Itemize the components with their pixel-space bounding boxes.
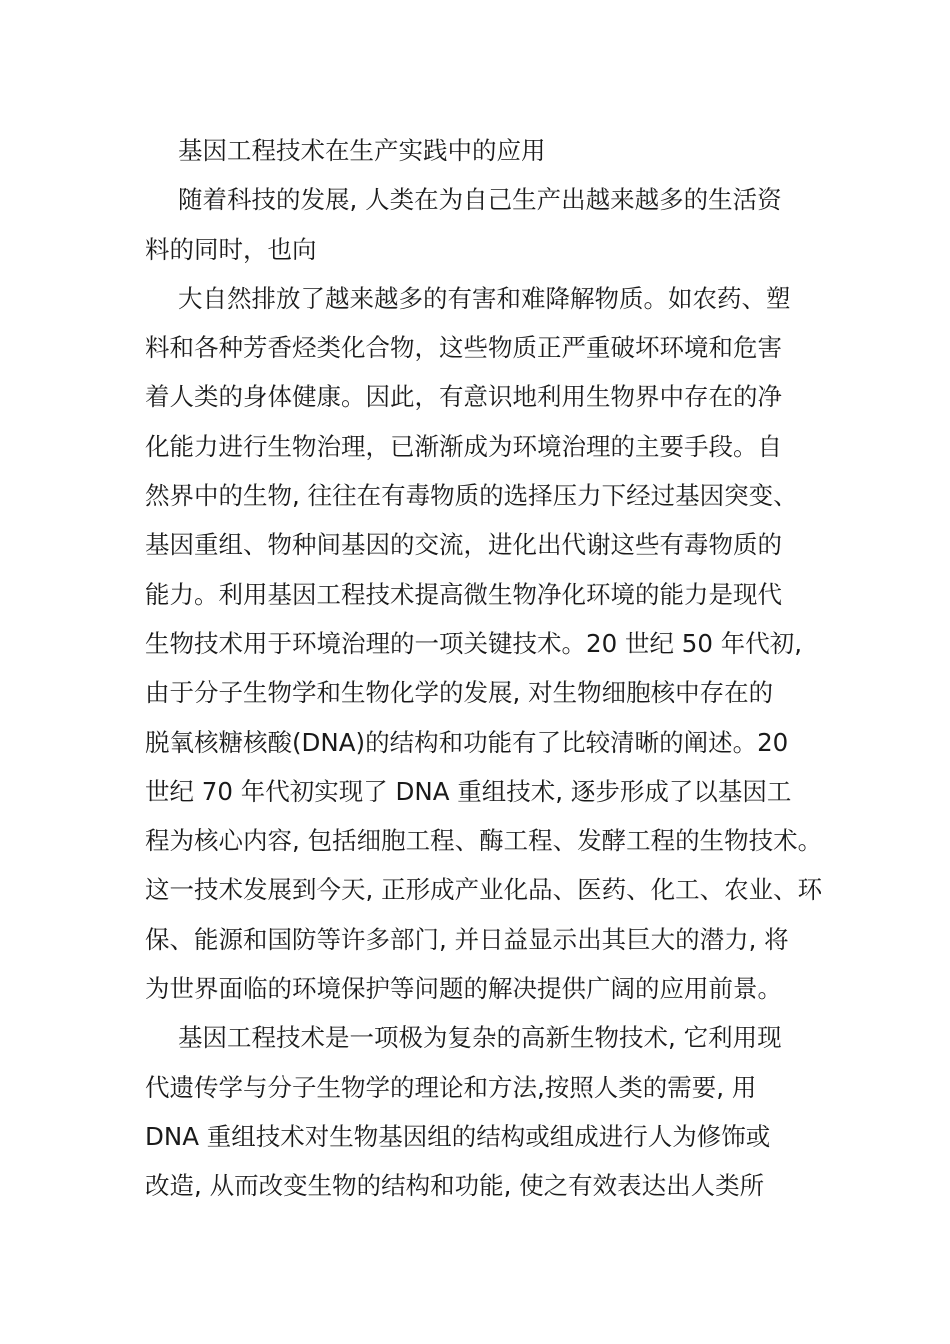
paragraph-2-line: 由于分子生物学和生物化学的发展, 对生物细胞核中存在的: [145, 678, 774, 708]
paragraph-3-line: 改造, 从而改变生物的结构和功能, 使之有效表达出人类所: [145, 1171, 765, 1201]
paragraph-3-line: DNA 重组技术对生物基因组的结构或组成进行人为修饰或: [145, 1121, 771, 1151]
paragraph-2-line: 脱氧核糖核酸(DNA)的结构和功能有了比较清晰的阐述。20: [145, 727, 789, 757]
paragraph-1-line: 料的同时，也向: [145, 234, 317, 264]
paragraph-2-line: 料和各种芳香烃类化合物，这些物质正严重破坏环境和危害: [145, 333, 782, 363]
paragraph-2-line: 为世界面临的环境保护等问题的解决提供广阔的应用前景。: [145, 974, 782, 1004]
paragraph-2-line: 能力。利用基因工程技术提高微生物净化环境的能力是现代: [145, 579, 782, 609]
paragraph-2-line: 保、能源和国防等许多部门, 并日益显示出其巨大的潜力, 将: [145, 924, 789, 954]
paragraph-2-line: 化能力进行生物治理，已渐渐成为环境治理的主要手段。自: [145, 431, 782, 461]
paragraph-2-line: 基因重组、物种间基因的交流，进化出代谢这些有毒物质的: [145, 530, 782, 560]
paragraph-1-line: 随着科技的发展, 人类在为自己生产出越来越多的生活资: [178, 185, 782, 215]
paragraph-2-line: 着人类的身体健康。因此，有意识地利用生物界中存在的净: [145, 382, 782, 412]
paragraph-2-line: 大自然排放了越来越多的有害和难降解物质。如农药、塑: [178, 283, 791, 313]
paragraph-2-line: 然界中的生物, 往往在有毒物质的选择压力下经过基因突变、: [145, 481, 798, 511]
paragraph-2-line: 生物技术用于环境治理的一项关键技术。20 世纪 50 年代初,: [145, 628, 802, 658]
document-title: 基因工程技术在生产实践中的应用: [178, 136, 546, 165]
paragraph-2-line: 程为核心内容, 包括细胞工程、酶工程、发酵工程的生物技术。: [145, 826, 823, 856]
paragraph-2-line: 世纪 70 年代初实现了 DNA 重组技术, 逐步形成了以基因工: [145, 776, 792, 806]
paragraph-3-line: 代遗传学与分子生物学的理论和方法,按照人类的需要, 用: [145, 1072, 757, 1102]
paragraph-3-line: 基因工程技术是一项极为复杂的高新生物技术, 它利用现: [178, 1023, 782, 1053]
paragraph-2-line: 这一技术发展到今天, 正形成产业化品、医药、化工、农业、环: [145, 875, 823, 905]
document-body: [145, 126, 823, 1211]
